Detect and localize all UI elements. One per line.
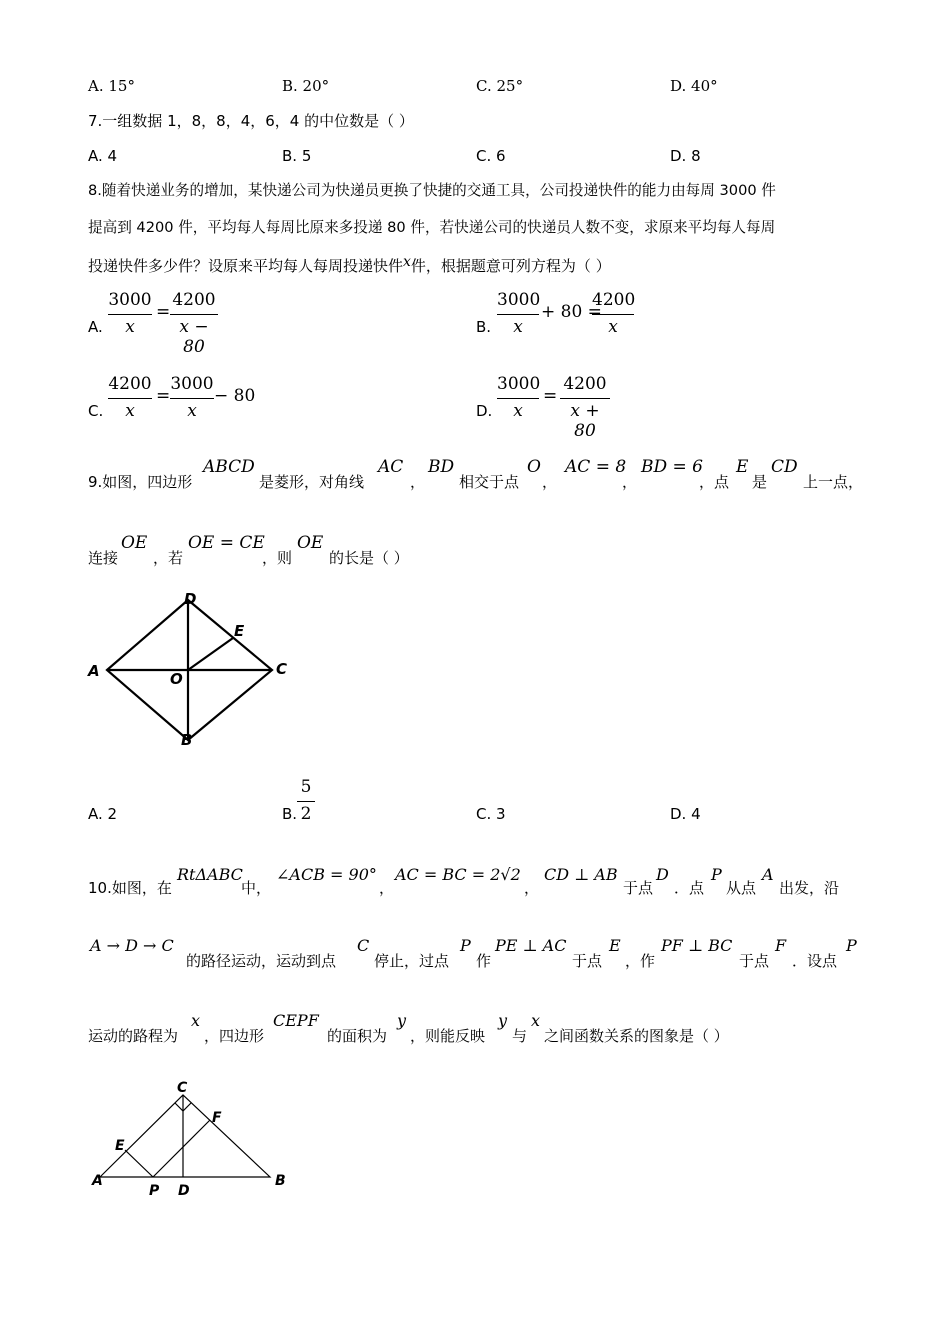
label-o: O [170,670,183,688]
q8-b-fraction-right [592,290,634,340]
q8-stem-line2: 提高到 4200 件，平均每人每周比原来多投递 80 件，若快递公司的快递员人数不变，求原来平均每人每周 [88,219,776,236]
q10-math-x: x [531,1011,541,1030]
q9-text: 连接 [88,549,119,567]
q8-option-b-label: B. [476,318,492,336]
q10-text: 作 [476,952,492,970]
q8-d-operator: = [543,386,558,406]
q10-math-p: P [711,865,722,884]
q6-option-b[interactable]: B. 20° [282,77,330,95]
q8-option-d-label: D. [476,402,493,420]
q9-text: 是菱形，对角线 [259,473,365,491]
q7-option-b[interactable]: B. 5 [282,147,312,165]
label-a: A [92,1173,103,1189]
numerator: 3000 [108,290,152,310]
q10-math-y: y [498,1011,508,1030]
label-f: F [212,1110,222,1126]
q9-option-d[interactable]: D. 4 [670,805,701,823]
q8-option-c-label: C. [88,402,104,420]
q8-c-fraction-right [170,374,214,424]
q9-option-a[interactable]: A. 2 [88,805,118,823]
q8-var-x: x [403,254,411,270]
q8-a-operator: = [156,302,171,322]
label-c: C [276,660,288,678]
q10-text: 于点 [572,952,603,970]
q10-triangle-figure [85,1072,300,1202]
q10-math-path: A → D → C [90,936,174,955]
segment-pf [153,1120,210,1177]
q8-c-tail: − 80 [214,386,256,406]
q10-text: 出发，沿 [779,879,840,897]
q7-option-c[interactable]: C. 6 [476,147,506,165]
q10-text: 与 [512,1027,528,1045]
q10-text: 于点 [739,952,770,970]
label-a: A [88,662,100,680]
q9-text: ，若 [153,549,184,567]
q10-math-angle: ∠ACB = 90° [276,865,377,884]
q10-text: 于点 [623,879,654,897]
q10-text: 从点 [726,879,757,897]
label-e: E [115,1138,125,1154]
q10-math-cepf: CEPF [273,1011,319,1030]
label-d: D [184,590,197,608]
q8-a-fraction-left [108,290,152,340]
q10-math-c: C [357,936,370,955]
q9-text: 相交于点 [459,473,520,491]
denominator: x [513,317,523,337]
q9-rhombus-figure [80,585,305,755]
q9-math-e: E [736,457,749,477]
q8-b-operator: + 80 = [541,302,602,322]
denominator: x [125,401,135,421]
q10-text: ，则能反映 [410,1027,486,1045]
q8-stem-line3 [88,256,611,277]
q9-option-c[interactable]: C. 3 [476,805,506,823]
q10-math-d: D [656,865,669,884]
q8-stem-line3-text-b: 件，根据题意可列方程为（ ） [410,257,611,275]
q9-text: 的长是（ ） [329,549,409,567]
q9-math-oe: OE [297,533,324,553]
triangle-abc [100,1095,270,1177]
q6-option-d[interactable]: D. 40° [670,77,718,95]
q9-text: ，点 [699,473,730,491]
q10-text: 的面积为 [327,1027,388,1045]
q9-math-bd6: BD = 6 [641,457,703,477]
q9-comma: ， [542,473,558,491]
q9-math-oe-ce: OE = CE [188,533,265,553]
numerator: 3000 [170,374,214,394]
q9-math-ac8: AC = 8 [565,457,627,477]
q10-text: ．设点 [792,952,838,970]
q10-text: ．点 [674,879,705,897]
numerator: 5 [300,777,312,797]
q7-option-d[interactable]: D. 8 [670,147,701,165]
q10-math-pf-bc: PF ⊥ BC [661,936,733,955]
q9-text: 9.如图，四边形 [88,473,193,491]
q10-math-p: P [460,936,471,955]
denominator: x [608,317,618,337]
q10-math-e: E [609,936,621,955]
label-p: P [149,1183,160,1199]
q8-d-fraction-left [497,374,539,424]
q10-text: ，作 [625,952,656,970]
q8-b-fraction-left [497,290,539,340]
label-b: B [275,1173,286,1189]
numerator: 4200 [563,374,607,394]
numerator: 4200 [592,290,636,310]
q6-option-c[interactable]: C. 25° [476,77,524,95]
q8-d-fraction-right [560,374,610,441]
denominator: 2 [300,804,312,824]
q9-math-abcd: ABCD [203,457,255,477]
q9-text: 是 [752,473,768,491]
q10-text: 中， [241,879,272,897]
q10-math-rt-abc: RtΔABC [177,865,243,884]
q8-a-fraction-right [170,290,218,357]
q8-option-a-label: A. [88,318,103,336]
denominator: x [513,401,523,421]
q9-math-ac: AC [378,457,404,477]
q8-c-operator: = [156,386,171,406]
label-b: B [181,731,193,749]
q9-b-fraction [297,777,315,827]
numerator: 3000 [497,290,541,310]
q9-comma: ， [410,473,426,491]
q9-text: 上一点， [803,473,864,491]
q9-option-b-label: B. [282,805,298,823]
q9-math-bd: BD [428,457,455,477]
q10-text: 之间函数关系的图象是（ ） [544,1027,729,1045]
q9-text: ，则 [262,549,293,567]
label-c: C [177,1080,188,1096]
q9-math-cd: CD [771,457,798,477]
numerator: 4200 [108,374,152,394]
q10-text: 运动的路程为 [88,1027,179,1045]
segment-pe [125,1150,153,1177]
q10-math-ac-bc: AC = BC = 2√2 [395,865,521,884]
segment-oe [188,638,233,670]
q9-math-o: O [527,457,541,477]
q7-option-a[interactable]: A. 4 [88,147,118,165]
q7-stem: 7.一组数据 1，8，8，4，6，4 的中位数是（ ） [88,112,414,130]
q10-text: 10.如图，在 [88,879,172,897]
q10-math-f: F [775,936,787,955]
denominator: x − 80 [179,317,209,357]
q9-comma: ， [622,473,638,491]
denominator: x + 80 [570,401,600,441]
q10-math-y: y [397,1011,407,1030]
numerator: 3000 [497,374,541,394]
q10-math-p: P [846,936,857,955]
label-e: E [234,622,245,640]
q10-math-cd-ab: CD ⊥ AB [544,865,618,884]
label-d: D [178,1183,190,1199]
numerator: 4200 [172,290,216,310]
q10-math-x: x [191,1011,201,1030]
q10-text: 的路径运动，运动到点 [186,952,337,970]
q10-text: ，四边形 [204,1027,265,1045]
denominator: x [125,317,135,337]
q10-comma: ， [524,879,540,897]
q10-text: 停止，过点 [374,952,450,970]
q6-option-a[interactable]: A. 15° [88,77,135,95]
q10-math-pe-ac: PE ⊥ AC [495,936,567,955]
q8-stem-line3-text: 投递快件多少件？设原来平均每人每周投递快件 [88,257,404,275]
q8-stem-line1: 8.随着快递业务的增加，某快递公司为快递员更换了快捷的交通工具，公司投递快件的能力由每周 3000 件 [88,182,776,199]
q10-math-a: A [762,865,774,884]
q8-c-fraction-left [108,374,152,424]
denominator: x [187,401,197,421]
q9-math-oe: OE [121,533,148,553]
q10-comma: ， [379,879,395,897]
